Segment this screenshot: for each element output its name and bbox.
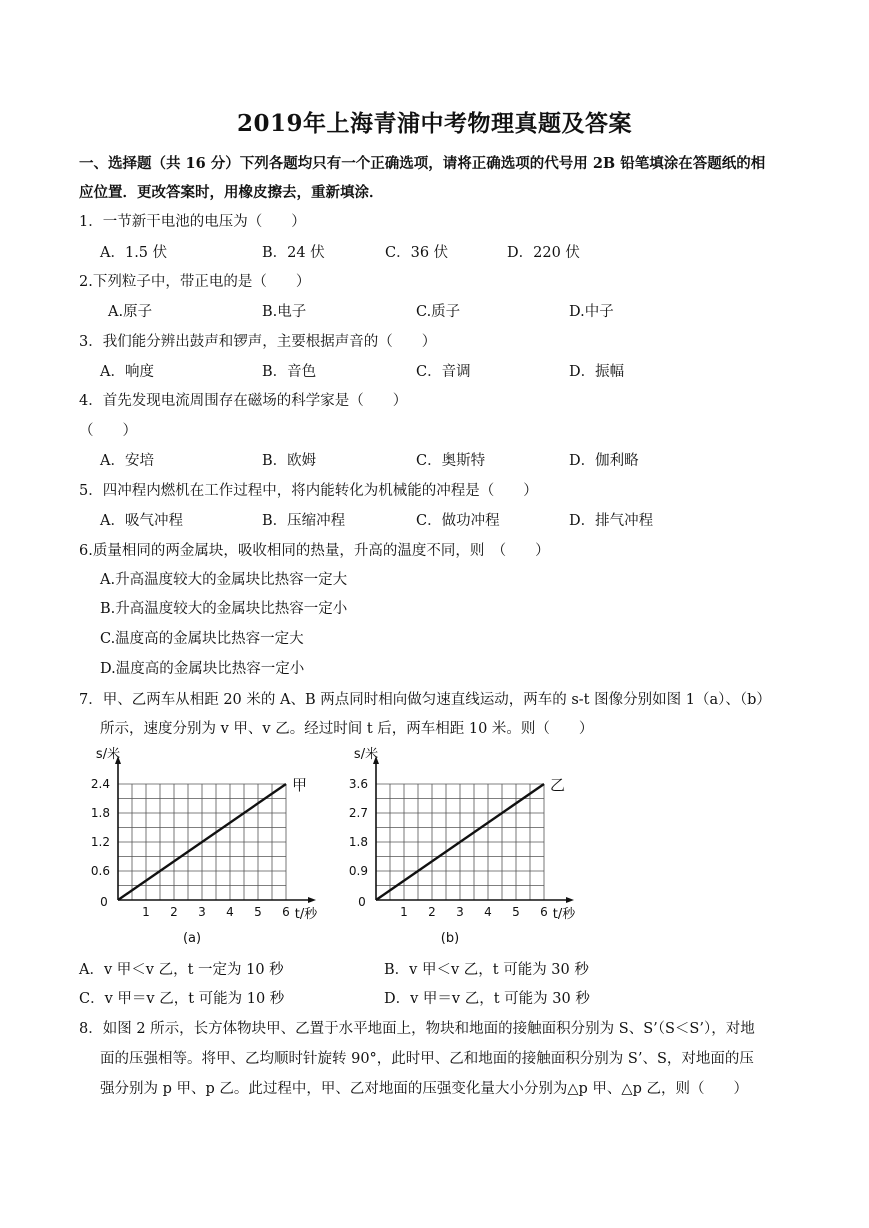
x-tick-label: 6 [540, 905, 548, 919]
y-tick-label: 1.8 [90, 806, 110, 820]
question-3-option-a: A．响度 [100, 364, 154, 380]
x-axis-arrow [566, 897, 574, 903]
y-axis-title: s/米 [353, 747, 379, 762]
x-tick-label: 1 [142, 905, 150, 919]
question-7-stem: 7．甲、乙两车从相距 20 米的 A、B 两点同时相向做匀速直线运动，两车的 s-t 图像分别如图 1（a）、（b） [79, 692, 771, 708]
chart-b [336, 745, 596, 950]
y-tick-label: 0.9 [348, 864, 368, 878]
question-6-option-a: A.升高温度较大的金属块比热容一定大 [100, 572, 348, 588]
question-7-option-d: D．v 甲＝v 乙，t 可能为 30 秒 [384, 991, 590, 1007]
x-tick-label: 1 [400, 905, 408, 919]
question-4-option-b: B．欧姆 [262, 453, 317, 469]
x-tick-label: 6 [282, 905, 290, 919]
question-1-stem: 1．一节新干电池的电压为（ ） [79, 214, 306, 230]
question-1-option-d: D．220 伏 [507, 245, 580, 261]
x-tick-label: 5 [254, 905, 262, 919]
question-3-option-c: C．音调 [416, 364, 471, 380]
chart-a-labels [91, 746, 318, 946]
x-tick-label: 2 [170, 905, 178, 919]
chart-a [78, 745, 338, 950]
origin-label: 0 [100, 895, 108, 909]
question-2-option-b: B.电子 [262, 304, 307, 320]
question-3-option-d: D．振幅 [569, 364, 625, 380]
y-tick-label: 2.7 [348, 806, 368, 820]
question-3-stem: 3．我们能分辨出鼓声和锣声，主要根据声音的（ ） [79, 334, 437, 350]
question-6-option-c: C.温度高的金属块比热容一定大 [100, 631, 304, 647]
y-axis-title: s/米 [95, 747, 121, 762]
y-tick-label: 2.4 [90, 777, 110, 791]
question-4-option-d: D．伽利略 [569, 453, 639, 469]
series-name-label: 乙 [550, 776, 566, 794]
x-axis-title: t/秒 [552, 907, 576, 922]
y-tick-label: 1.2 [90, 835, 110, 849]
page-title: 2019年上海青浦中考物理真题及答案 [236, 110, 632, 137]
question-7-option-c: C．v 甲＝v 乙，t 可能为 10 秒 [79, 991, 285, 1007]
question-4-stem-cont: （ ） [79, 423, 137, 439]
question-8-stem-cont2: 强分别为 p 甲、p 乙。此过程中，甲、乙对地面的压强变化量大小分别为△p 甲、△p 乙，则（ ） [100, 1081, 748, 1097]
figure-caption: (b) [440, 931, 460, 946]
question-5-option-c: C．做功冲程 [416, 513, 500, 529]
question-7-option-b: B．v 甲＜v 乙，t 可能为 30 秒 [384, 962, 589, 978]
origin-label: 0 [358, 895, 366, 909]
question-7-option-a: A．v 甲＜v 乙，t 一定为 10 秒 [79, 962, 284, 978]
question-4-option-a: A．安培 [100, 453, 154, 469]
x-tick-label: 3 [198, 905, 206, 919]
x-tick-label: 3 [456, 905, 464, 919]
question-8-stem: 8．如图 2 所示，长方体物块甲、乙置于水平地面上，物块和地面的接触面积分别为 S、S’（S＜S’），对地 [79, 1021, 755, 1037]
question-1-option-b: B．24 伏 [262, 245, 325, 261]
figure-caption: (a) [182, 931, 202, 946]
section-instructions-line1: 一、选择题（共 16 分）下列各题均只有一个正确选项，请将正确选项的代号用 2B 铅笔填涂在答题纸的相 [79, 155, 766, 172]
x-axis-arrow [308, 897, 316, 903]
x-axis-title: t/秒 [294, 907, 318, 922]
question-6-option-b: B.升高温度较大的金属块比热容一定小 [100, 601, 348, 617]
question-6-stem: 6.质量相同的两金属块，吸收相同的热量，升高的温度不同，则 （ ） [79, 543, 550, 559]
x-tick-label: 5 [512, 905, 520, 919]
x-tick-label: 2 [428, 905, 436, 919]
question-5-option-d: D．排气冲程 [569, 513, 654, 529]
question-6-option-d: D.温度高的金属块比热容一定小 [100, 661, 305, 677]
question-5-option-b: B．压缩冲程 [262, 513, 346, 529]
question-1-option-a: A．1.5 伏 [100, 245, 168, 261]
question-4-option-c: C．奥斯特 [416, 453, 486, 469]
question-5-option-a: A．吸气冲程 [100, 513, 183, 529]
question-2-stem: 2.下列粒子中，带正电的是（ ） [79, 274, 311, 290]
question-7-stem-cont: 所示，速度分别为 v 甲、v 乙。经过时间 t 后，两车相距 10 米。则（ ） [100, 721, 594, 737]
chart-b-labels [349, 746, 576, 946]
question-4-stem: 4．首先发现电流周围存在磁场的科学家是（ ） [79, 393, 408, 409]
question-2-option-a: A.原子 [108, 304, 153, 320]
question-2-option-c: C.质子 [416, 304, 461, 320]
x-tick-label: 4 [484, 905, 492, 919]
question-3-option-b: B．音色 [262, 364, 317, 380]
question-5-stem: 5．四冲程内燃机在工作过程中，将内能转化为机械能的冲程是（ ） [79, 483, 538, 499]
y-tick-label: 1.8 [348, 835, 368, 849]
y-tick-label: 0.6 [90, 864, 110, 878]
question-8-stem-cont1: 面的压强相等。将甲、乙均顺时针旋转 90°，此时甲、乙和地面的接触面积分别为 S’、S，对地面的压 [100, 1051, 754, 1067]
series-name-label: 甲 [292, 776, 308, 794]
y-tick-label: 3.6 [348, 777, 368, 791]
x-tick-label: 4 [226, 905, 234, 919]
question-1-option-c: C．36 伏 [385, 245, 449, 261]
question-2-option-d: D.中子 [569, 304, 614, 320]
section-instructions-line2: 应位置．更改答案时，用橡皮擦去，重新填涂． [79, 184, 384, 201]
